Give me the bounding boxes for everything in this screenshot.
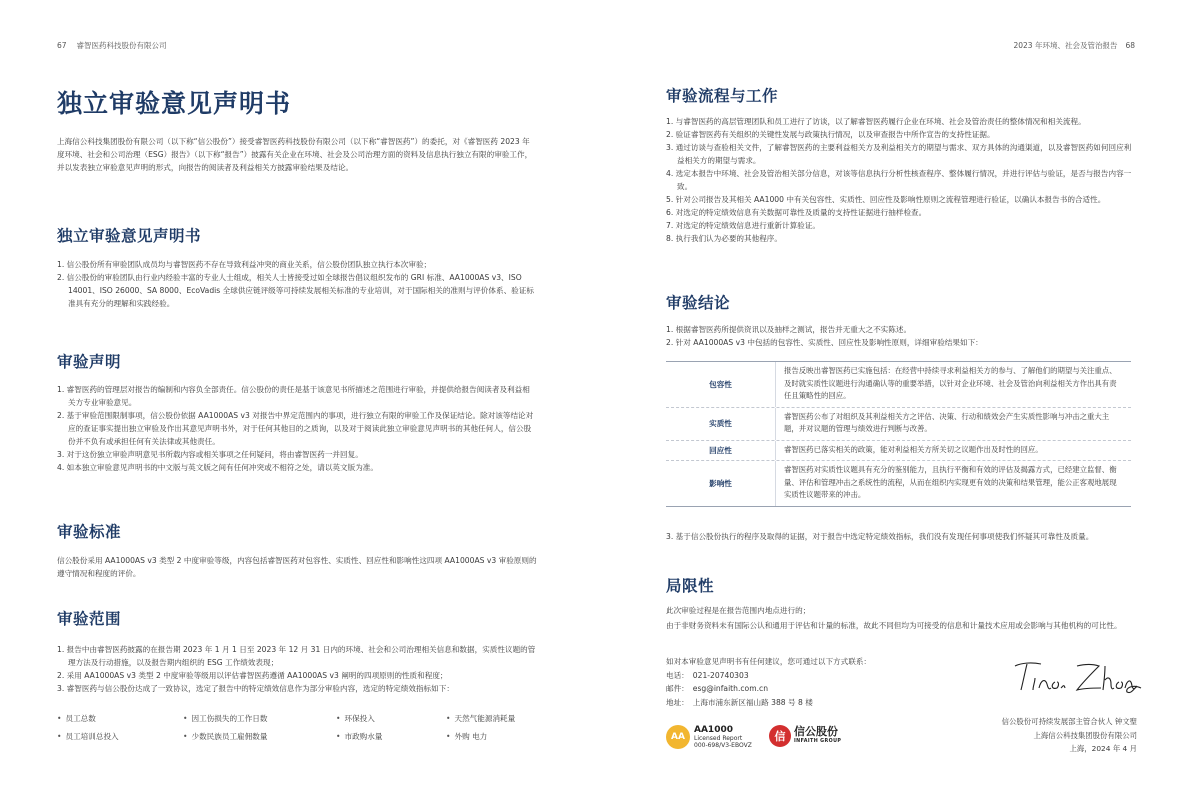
bullet-icon: •	[446, 714, 451, 723]
list-item: 6. 对选定的特定绩效信息有关数据可靠性及质量的支持性证据进行抽样检查。	[666, 208, 927, 217]
contact-block	[666, 655, 871, 709]
bullet-icon: •	[57, 714, 62, 723]
address-value: 上海市浦东新区福山路 388 号 8 楼	[692, 697, 813, 707]
indicator-item: • 员工总数	[57, 714, 96, 723]
indicator-item: • 外购 电力	[446, 732, 488, 741]
indicator-item: • 因工伤损失的工作日数	[183, 714, 268, 723]
principle-cell: 影响性	[666, 461, 776, 506]
phone-value: 021-20740303	[692, 670, 749, 680]
bullet-icon: •	[183, 714, 188, 723]
left-page-number: 67	[57, 41, 67, 50]
signature-date: 上海，2024 年 4 月	[1069, 744, 1137, 753]
handwritten-signature	[1011, 658, 1145, 694]
list-item: 2. 采用 AA1000AS v3 类型 2 中度审验等级用以评估睿智医药遵循 AA1000AS v3 阐明的四项原则的性质和程度；	[57, 671, 448, 680]
list-item: 1. 睿智医药的管理层对报告的编制和内容负全部责任。信公股份的责任是基于该意见书所描述之范围进行审验，并提供给报告阅读者及利益相关方专业审验意见。	[57, 385, 530, 407]
process-list	[666, 115, 1136, 245]
email-link[interactable]: esg@infaith.com.cn	[692, 684, 769, 693]
bullet-icon: •	[336, 714, 341, 723]
list-item: 1. 报告中由睿智医药披露的在报告期 2023 年 1 月 1 日至 2023 年 12 月 31 日内的环境、社会和公司治理相关信息和数据，实质性议题的管理方法及行动措施，以及报告期内组织的 ESG 工作绩效表现；	[57, 645, 536, 667]
conclusion-list	[666, 323, 1136, 349]
contact-phone: 电话： 021-20740303	[666, 670, 749, 680]
indicator-item: • 市政购水量	[336, 732, 383, 741]
principles-table	[666, 361, 1131, 507]
list-item: 2. 针对 AA1000AS v3 中包括的包容性、实质性、回应性及影响性原则，详细审验结果如下：	[666, 338, 983, 347]
aa1000-badge-icon: AA	[666, 725, 690, 749]
intro-paragraph: 上海信公科技集团股份有限公司（以下称“信公股份”）接受睿智医药科技股份有限公司（以下称“睿智医药”）的委托，对《睿智医药 2023 年度环境、社会和公司治理（ESG）报告》（以下称“报告”）披露有关企业在环境、社会及公司治理方面的资料及信息执行独立有限的审验工作，并以发表独立审验意见声明的形式，向报告的阅读者及利益相关方披露审验结果及结论。	[57, 137, 533, 172]
bullet-icon: •	[446, 732, 451, 741]
finding-cell: 睿智医药对实质性议题具有充分的鉴别能力，且执行平衡和有效的评估及揭露方式，已经建立监督、衡量、评估和管理冲击之系统性的流程，从而在组织内实现更有效的决策和结果管理，能公正客观地展现实质性议题带来的冲击。	[784, 465, 1117, 499]
infaith-subtitle: INFAITH GROUP	[794, 739, 842, 744]
right-page	[596, 0, 1191, 808]
right-page-number: 68	[1125, 41, 1135, 50]
list-item: 2. 基于审验范围限制事项，信公股份依据 AA1000AS v3 对报告中界定范围内的事项，进行独立有限的审验工作及保证结论。除对该等结论对应的查证事实提出独立审验及作出其意见声明书外，对于任何其他目的之质询，以及对于阅读此独立审验意见声明书的其他任何人，信公股份并不负有或承担任何有关法律或其他责任。	[57, 411, 534, 446]
principle-cell: 回应性	[666, 441, 776, 461]
right-header-title: 2023 年环境、社会及管治报告	[1013, 41, 1118, 50]
list-item: 4. 选定本报告中环境、社会及管治相关部分信息，对该等信息执行分析性核查程序、整体履行情况，并进行评估与验证，是否与报告内容一致。	[666, 169, 1132, 191]
declaration-list	[57, 383, 537, 474]
conclusion-item-3: 3. 基于信公股份执行的程序及取得的证据，对于报告中选定特定绩效指标，我们没有发现任何事项使我们怀疑其可靠性及质量。	[666, 532, 1094, 541]
bullet-icon: •	[336, 732, 341, 741]
list-item: 1. 与睿智医药的高层管理团队和员工进行了访谈，以了解睿智医药履行企业在环境、社会及管治责任的整体情况和相关流程。	[666, 117, 1086, 126]
statement-list	[57, 258, 537, 310]
section-title-limitations: 局限性	[666, 577, 715, 595]
finding-cell: 睿智医药公布了对组织及其利益相关方之评估、决策、行动和绩效会产生实质性影响与冲击之重大主题，并对议题的管理与绩效进行判断与改善。	[784, 411, 1110, 433]
list-item: 4. 如本独立审验意见声明书的中文版与英文版之间有任何冲突或不相符之处，请以英文版为准。	[57, 463, 378, 472]
aa1000-text: AA1000 Licensed Report 000-698/V3-EBOVZ	[694, 725, 752, 749]
principle-cell: 实质性	[666, 408, 776, 440]
table-row	[666, 461, 1131, 506]
limitation-paragraph-1: 此次审验过程是在报告范围内地点进行的；	[666, 606, 811, 615]
infaith-logo	[769, 724, 849, 752]
right-page-header	[1013, 40, 1135, 51]
finding-cell: 睿智医药已落实相关的政策，能对利益相关方所关切之议题作出及时性的回应。	[784, 444, 1043, 454]
contact-intro: 如对本审验意见声明书有任何建议，您可通过以下方式联系：	[666, 657, 872, 666]
bullet-icon: •	[183, 732, 188, 741]
section-title-declaration: 审验声明	[57, 353, 122, 371]
infaith-mark-icon: 信	[769, 725, 791, 747]
indicator-item: • 天然气能源消耗量	[446, 714, 516, 723]
limitation-paragraph-2: 由于非财务资料未有国际公认和通用于评估和计量的标准，故此不同但均为可接受的信息和计量技术应用或会影响与其他机构的可比性。	[666, 621, 1122, 630]
list-item: 5. 针对公司报告及其相关 AA1000 中有关包容性、实质性、回应性及影响性原则之流程管理进行验证，以确认本报告书的合适性。	[666, 195, 1106, 204]
infaith-name: 信公股份	[794, 725, 838, 738]
indicator-item: • 员工培训总投入	[57, 732, 119, 741]
list-item: 1. 信公股份所有审验团队成员均与睿智医药不存在导致利益冲突的商业关系，信公股份团队独立执行本次审验；	[57, 260, 432, 269]
scope-list	[57, 643, 537, 695]
indicator-item: • 少数民族员工雇佣数量	[183, 732, 268, 741]
table-row	[666, 362, 1131, 408]
table-row	[666, 408, 1131, 441]
section-title-process: 审验流程与工作	[666, 87, 779, 105]
list-item: 3. 睿智医药与信公股份达成了一致协议，选定了报告中的特定绩效信息作为部分审验内容，选定的特定绩效指标如下：	[57, 684, 454, 693]
list-item: 2. 信公股份的审验团队由行业内经验丰富的专业人士组成，相关人士皆接受过如全球报告倡议组织发布的 GRI 标准、AA1000AS v3、ISO 14001、ISO 26000、SA 8000、EcoVadis 全球供应链评级等可持续发展相关标准的专业培训，对于国际相关的准则与评价体系、验证标准具有充分的理解和实践经验。	[57, 273, 534, 308]
section-title-conclusion: 审验结论	[666, 294, 731, 312]
finding-cell: 报告反映出睿智医药已实施包括：在经营中持续寻求利益相关方的参与、了解他们的期望与关注重点、及时就实质性议题进行沟通确认等的重要举措，以针对企业环境、社会及管治向利益相关方作出具有责任且策略性的回应。	[784, 366, 1117, 400]
signature-block	[1002, 715, 1137, 756]
principle-cell: 包容性	[666, 362, 776, 407]
bullet-icon: •	[57, 732, 62, 741]
list-item: 7. 对选定的特定绩效信息进行重新计算验证。	[666, 221, 820, 230]
list-item: 2. 验证睿智医药有关组织的关键性发展与政策执行情况，以及审查报告中所作宣告的支持性证据。	[666, 130, 995, 139]
list-item: 8. 执行我们认为必要的其他程序。	[666, 234, 782, 243]
table-row	[666, 441, 1131, 462]
left-header-title: 睿智医药科技股份有限公司	[76, 41, 167, 50]
list-item: 1. 根据睿智医药所提供资讯以及抽样之测试，报告并无重大之不实陈述。	[666, 325, 912, 334]
standard-paragraph: 信公股份采用 AA1000AS v3 类型 2 中度审验等级，内容包括睿智医药对包容性、实质性、回应性和影响性这四项 AA1000AS v3 审验原则的遵守情况和程度的评价。	[57, 556, 537, 578]
contact-email: 邮件： esg@infaith.com.cn	[666, 684, 769, 693]
section-title-statement: 独立审验意见声明书	[57, 227, 202, 245]
left-page-header	[57, 40, 167, 51]
aa1000-logo	[666, 723, 762, 751]
contact-address: 地址： 上海市浦东新区福山路 388 号 8 楼	[666, 697, 813, 707]
section-title-scope: 审验范围	[57, 610, 122, 628]
signatory-title: 信公股份可持续发展部主管合伙人 钟文聖	[1001, 717, 1137, 726]
signatory-company: 上海信公科技集团股份有限公司	[1033, 730, 1137, 740]
list-item: 3. 通过访谈与查验相关文件，了解睿智医药的主要利益相关方及利益相关方的期望与需求、双方具体的沟通渠道，以及睿智医药如何回应利益相关方的期望与需求。	[666, 143, 1132, 165]
page-title: 独立审验意见声明书	[57, 89, 292, 118]
indicator-item: • 环保投入	[336, 714, 375, 723]
list-item: 3. 对于这份独立审验声明意见书所载内容或相关事项之任何疑问，将由睿智医药一并回复。	[57, 450, 363, 459]
section-title-standard: 审验标准	[57, 523, 122, 541]
